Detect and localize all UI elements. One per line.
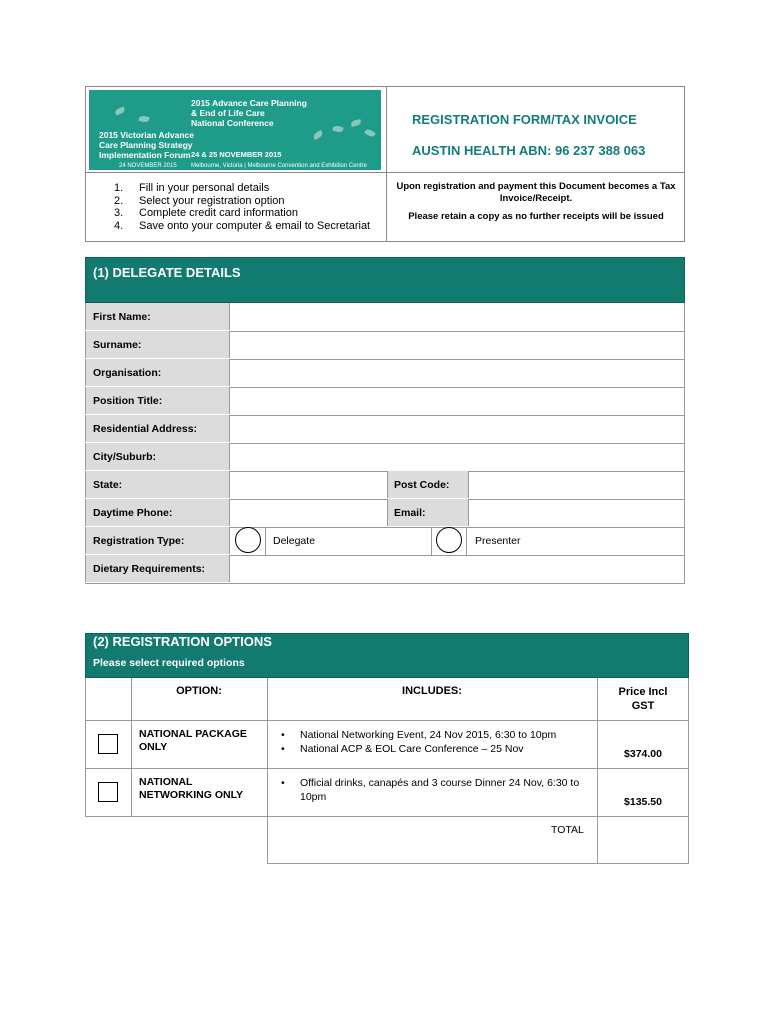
field-label: Dietary Requirements: (85, 555, 230, 582)
organisation-field[interactable] (230, 359, 685, 386)
leaf-icon (138, 115, 149, 123)
option-name: NATIONAL NETWORKING ONLY (139, 776, 244, 801)
includes-list (275, 729, 585, 756)
national-networking-checkbox[interactable] (98, 782, 118, 802)
list-item: • Official drinks, canapés and 3 course Dinner 24 Nov, 6:30 to 10pm (281, 777, 580, 803)
field-label: Surname: (85, 331, 230, 358)
daytime-phone-field[interactable] (230, 499, 387, 526)
delegate-option-label: Delegate (273, 535, 316, 547)
table-row (85, 527, 685, 556)
option-name: NATIONAL PACKAGE ONLY (139, 728, 247, 753)
city-suburb-field[interactable] (230, 443, 685, 470)
table-row (85, 303, 685, 332)
conference-banner (89, 90, 381, 170)
field-label: Organisation: (85, 359, 230, 386)
price-column-header: Price Incl GST (618, 686, 668, 712)
leaf-icon (114, 106, 125, 115)
banner-small-date: 24 NOVEMBER 2015 (119, 163, 177, 169)
table-row (85, 387, 685, 416)
post-code-field[interactable] (469, 471, 685, 498)
state-field[interactable] (230, 471, 387, 498)
national-package-checkbox[interactable] (98, 734, 118, 754)
receipt-note: Please retain a copy as no further receipts will be issued (408, 211, 664, 222)
delegate-details-header (85, 257, 685, 303)
list-item: 1. Fill in your personal details (114, 182, 270, 194)
banner-venue: Melbourne, Victoria | Melbourne Convention and Exhibition Centre (191, 163, 367, 169)
banner-date: 24 & 25 NOVEMBER 2015 (191, 150, 282, 159)
instructions-list (96, 182, 370, 232)
table-row (85, 443, 685, 472)
banner-line: Care Planning Strategy (99, 140, 193, 150)
list-item: 4. Save onto your computer & email to Secretariat (114, 219, 371, 232)
total-field[interactable] (598, 817, 688, 863)
residential-address-field[interactable] (230, 415, 685, 442)
leaf-icon (364, 128, 376, 139)
includes-column-header: INCLUDES: (402, 685, 462, 697)
leaf-icon (332, 124, 343, 133)
table-row (85, 415, 685, 444)
dietary-requirements-field[interactable] (230, 555, 685, 582)
section-title: (2) REGISTRATION OPTIONS (93, 634, 272, 649)
banner-line: & End of Life Care (191, 108, 265, 118)
form-title: REGISTRATION FORM/TAX INVOICE (412, 112, 637, 127)
email-field[interactable] (469, 499, 685, 526)
presenter-option-label: Presenter (475, 535, 521, 547)
list-item: 3. Complete credit card information (114, 207, 298, 220)
list-item: 2. Select your registration option (114, 194, 285, 207)
banner-line: 2015 Victorian Advance (99, 130, 194, 140)
list-item: • National Networking Event, 24 Nov 2015, 6:30 to 10pm (281, 729, 557, 741)
table-row (85, 331, 685, 360)
leaf-icon (312, 130, 324, 140)
section-title: (1) DELEGATE DETAILS (93, 265, 241, 280)
tax-invoice-note: Upon registration and payment this Document becomes a Tax Invoice/Receipt. (396, 181, 676, 204)
surname-field[interactable] (230, 331, 685, 358)
registration-options-table (85, 678, 689, 864)
field-label: Position Title: (85, 387, 230, 414)
list-item: • National ACP & EOL Care Conference – 25 Nov (281, 742, 524, 755)
option-column-header: OPTION: (176, 685, 222, 697)
banner-line: 2015 Advance Care Planning (191, 98, 307, 108)
header-divider-horizontal (85, 172, 685, 173)
leaf-icon (351, 119, 362, 127)
position-title-field[interactable] (230, 387, 685, 414)
delegate-radio[interactable] (235, 527, 261, 553)
table-row (85, 471, 685, 500)
total-label: TOTAL (551, 824, 584, 836)
banner-line: Implementation Forum (99, 150, 191, 160)
option-price: $374.00 (624, 748, 662, 760)
field-label: State: (85, 471, 230, 498)
banner-line: National Conference (191, 118, 274, 128)
table-row (85, 555, 685, 584)
field-label: Post Code: (387, 471, 469, 498)
abn-text: AUSTIN HEALTH ABN: 96 237 388 063 (412, 143, 646, 158)
table-row (85, 499, 685, 528)
includes-list (275, 777, 585, 804)
section-subtitle: Please select required options (93, 657, 245, 669)
field-label: Email: (387, 499, 469, 526)
field-label: City/Suburb: (85, 443, 230, 470)
field-label: First Name: (85, 303, 230, 330)
presenter-radio[interactable] (436, 527, 462, 553)
header-divider-vertical (386, 86, 387, 242)
field-label: Registration Type: (85, 527, 230, 554)
field-label: Daytime Phone: (85, 499, 230, 526)
option-price: $135.50 (624, 796, 662, 808)
first-name-field[interactable] (230, 303, 685, 330)
field-label: Residential Address: (85, 415, 230, 442)
table-row (85, 359, 685, 388)
